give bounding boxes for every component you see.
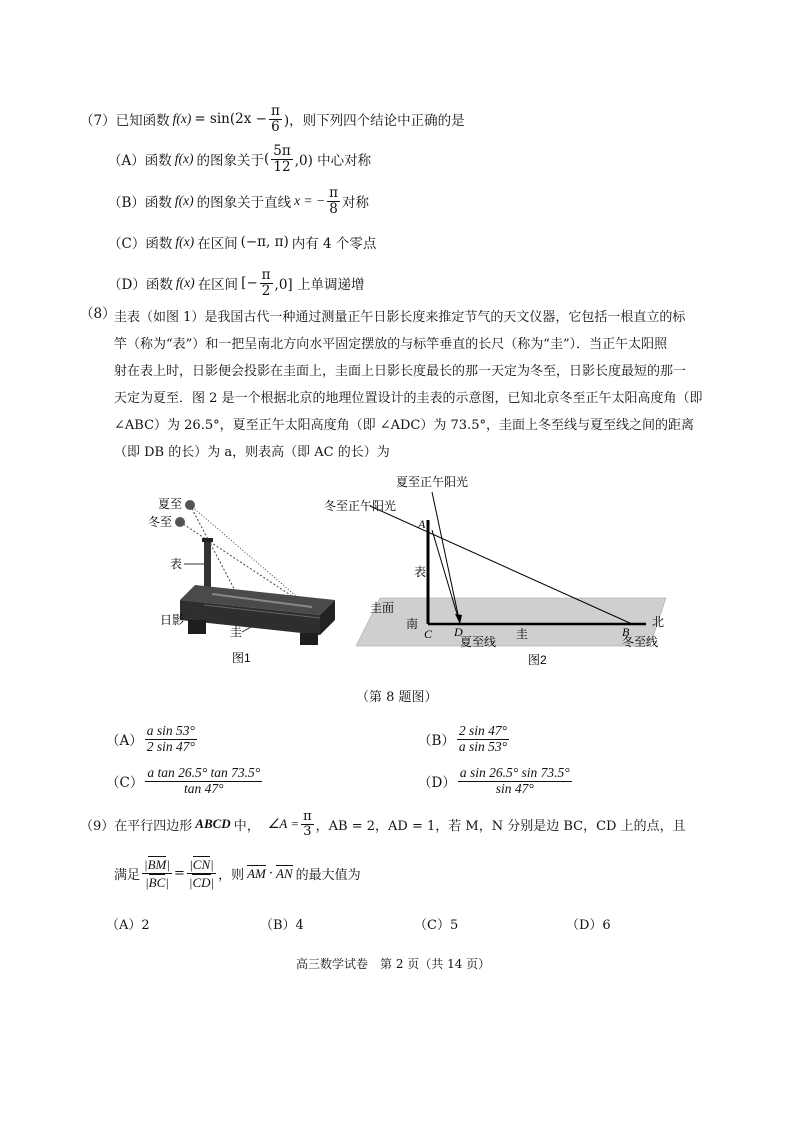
q7-fraction bbox=[269, 104, 282, 133]
q8-option-b-fraction bbox=[457, 724, 509, 753]
fig1-biao-label: 表 bbox=[170, 557, 183, 571]
q8-option-d bbox=[418, 760, 574, 802]
q7-option-d bbox=[108, 264, 364, 302]
q9-text-max: 的最大值为 bbox=[295, 867, 361, 883]
q7-option-c-pre: 函数 bbox=[145, 236, 173, 252]
q7-option-b-mid: 的图象关于直线 bbox=[196, 195, 292, 211]
q9-text-then: ，则 bbox=[218, 867, 245, 883]
q8-option-b-label: （B） bbox=[418, 733, 455, 749]
q8-option-b-den: a sin 53° bbox=[458, 738, 508, 754]
fig1-winter-label: 冬至 bbox=[148, 515, 173, 529]
q7-option-c-label: （C） bbox=[108, 236, 146, 252]
q7-option-a-label: （A） bbox=[108, 153, 145, 169]
q9-text-satisfy: 满足 bbox=[114, 867, 141, 883]
q7-option-a-fraction bbox=[271, 144, 292, 173]
q7-stem-pre: 已知函数 bbox=[115, 113, 170, 129]
q7-option-c-interval: (−π, π) bbox=[240, 234, 289, 250]
q8-option-d-den: sin 47° bbox=[495, 780, 534, 796]
q7-option-a-post: ,0) 中心对称 bbox=[294, 153, 372, 169]
q9-abcd: ABCD bbox=[195, 816, 231, 831]
q7-option-b-pre: 函数 bbox=[144, 195, 172, 211]
q7-option-d-fx: f(x) bbox=[175, 275, 195, 290]
q9-option-a: （A）2 bbox=[106, 918, 150, 933]
q9-option-d: （D）6 bbox=[566, 918, 611, 933]
q8-line: 射在表上时，日影便会投影在圭面上，圭面上日影长度最长的那一天定为冬至，日影长度最短的那一 bbox=[114, 364, 687, 379]
q7-option-b-num: π bbox=[329, 185, 338, 202]
q7-option-a-paren: ( bbox=[263, 151, 270, 167]
q7-option-d-num: π bbox=[261, 267, 271, 284]
q9-ratio-1 bbox=[142, 856, 172, 890]
q9-angle-fraction bbox=[301, 810, 314, 838]
q7-option-d-den: 2 bbox=[261, 282, 271, 299]
q8-option-a-den: 2 sin 47° bbox=[146, 738, 195, 754]
q8-line: 圭表（如图 1）是我国古代一种通过测量正午日影长度来推定节气的天文仪器，它包括一根直立的标 bbox=[114, 310, 686, 325]
q8-figure-caption: （第 8 题图） bbox=[356, 690, 438, 705]
q7-option-b-post: 对称 bbox=[342, 195, 369, 211]
page-footer: 高三数学试卷 第 2 页（共 14 页） bbox=[296, 957, 491, 971]
q9-equals: = bbox=[173, 865, 185, 881]
q8-option-d-label: （D） bbox=[418, 775, 456, 791]
q7-option-c-post: 内有 4 个零点 bbox=[291, 236, 377, 252]
q8-option-a bbox=[106, 718, 199, 760]
fig2-point-a: A bbox=[418, 517, 426, 531]
vector-cn: CN bbox=[192, 857, 211, 873]
q7-option-a bbox=[108, 140, 371, 178]
q8-option-a-fraction bbox=[145, 724, 197, 753]
q7-number: （7） bbox=[80, 113, 116, 129]
q8-number: （8） bbox=[80, 306, 116, 322]
fig2-winter-light: 冬至正午阳光 bbox=[324, 499, 397, 513]
q8-option-c-den: tan 47° bbox=[183, 780, 224, 796]
vector-an: AN bbox=[276, 865, 293, 881]
fig2-biao: 表 bbox=[414, 565, 427, 579]
q8-option-c-num: a tan 26.5° tan 73.5° bbox=[147, 765, 261, 781]
q7-option-b bbox=[108, 182, 369, 220]
q9-number: （9） bbox=[80, 818, 115, 834]
q8-option-a-num: a sin 53° bbox=[146, 723, 195, 739]
fig1-gui-label: 圭 bbox=[230, 625, 243, 639]
q9-ratio-2-den: |CD| bbox=[188, 874, 215, 890]
q8-option-c-label: （C） bbox=[106, 775, 144, 791]
q7-option-a-fx: f(x) bbox=[174, 151, 194, 166]
q8-line: ∠ABC）为 26.5°，夏至正午太阳高度角（即 ∠ADC）为 73.5°，圭面上冬至线与夏至线之间的距离 bbox=[114, 418, 694, 433]
q9-text-b: 中， bbox=[233, 818, 260, 834]
q9-option-c: （C）5 bbox=[414, 918, 459, 933]
q7-option-b-x: x = − bbox=[294, 193, 326, 208]
q9-ratio-2-num: |CN| bbox=[187, 856, 216, 873]
q7-frac-num: π bbox=[270, 103, 280, 120]
q8-option-b-num: 2 sin 47° bbox=[458, 723, 508, 739]
q7-option-a-num: 5π bbox=[273, 143, 291, 160]
q7-option-b-fx: f(x) bbox=[174, 193, 194, 208]
gui-plane bbox=[356, 598, 666, 646]
fig2-winter-line: 冬至线 bbox=[622, 635, 659, 649]
fig2-south: 南 bbox=[406, 617, 419, 631]
q8-figure-1 bbox=[140, 490, 350, 670]
q8-option-c bbox=[106, 760, 264, 802]
q7-option-b-fraction bbox=[327, 186, 340, 215]
q7-option-d-fraction bbox=[260, 268, 273, 297]
q7-option-b-den: 8 bbox=[329, 200, 338, 217]
fig2-plane: 圭面 bbox=[370, 601, 395, 615]
q9-angle-a: ∠A = bbox=[267, 816, 300, 831]
q9-angle-den: 3 bbox=[303, 823, 312, 839]
q9-ratio-1-num: |BM| bbox=[144, 857, 170, 873]
q8-option-d-fraction bbox=[458, 766, 572, 795]
fig2-north: 北 bbox=[652, 615, 665, 629]
vector-bc: BC bbox=[148, 874, 166, 890]
q7-option-d-bracket: [− bbox=[241, 275, 258, 291]
q9-text-a: 在平行四边形 bbox=[114, 818, 193, 834]
q7-option-a-den: 12 bbox=[273, 158, 291, 175]
q7-option-a-pre: 函数 bbox=[144, 153, 172, 169]
q8-line: 天定为夏至．图 2 是一个根据北京的地理位置设计的圭表的示意图，已知北京冬至正午太阳高度角（即 bbox=[114, 391, 703, 406]
q9-line-2 bbox=[114, 850, 361, 896]
q9-ratio-1-den: |BC| bbox=[145, 874, 169, 890]
q7-option-d-mid: 在区间 bbox=[197, 277, 239, 293]
q7-option-d-label: （D） bbox=[108, 277, 146, 293]
fig2-summer-line: 夏至线 bbox=[460, 635, 497, 649]
q7-option-b-label: （B） bbox=[108, 195, 145, 211]
fig2-point-c: C bbox=[424, 627, 433, 641]
q7-option-c-mid: 在区间 bbox=[197, 236, 238, 252]
q8-figure-2 bbox=[320, 470, 680, 670]
q8-option-a-label: （A） bbox=[106, 733, 143, 749]
fig2-point-d: D bbox=[454, 625, 463, 639]
vector-bm: BM bbox=[147, 857, 167, 873]
q8-body bbox=[114, 304, 726, 466]
vector-am: AM bbox=[247, 865, 266, 881]
q8-option-c-fraction bbox=[145, 766, 262, 795]
q9-ratio-2 bbox=[187, 856, 216, 890]
q7-frac-den: 6 bbox=[271, 118, 280, 135]
q9-angle-num: π bbox=[303, 808, 312, 824]
fig1-shadow-label: 日影 bbox=[160, 613, 185, 627]
q9-option-b: （B）4 bbox=[260, 918, 304, 933]
fig2-gui: 圭 bbox=[516, 627, 529, 641]
q7-eq: = sin(2x − bbox=[194, 111, 267, 127]
q7-option-a-mid: 的图象关于 bbox=[196, 153, 264, 169]
vector-cd: CD bbox=[192, 874, 211, 890]
fig2-caption: 图2 bbox=[528, 653, 547, 667]
q7-fx: f(x) bbox=[172, 111, 192, 126]
fig2-point-b: B bbox=[622, 625, 630, 639]
q7-stem bbox=[80, 100, 465, 138]
q7-stem-post: )，则下列四个结论中正确的是 bbox=[283, 113, 465, 129]
q7-option-c-fx: f(x) bbox=[175, 234, 195, 249]
q8-option-d-num: a sin 26.5° sin 73.5° bbox=[459, 765, 570, 781]
q9-text-c: ，AB = 2，AD = 1，若 M，N 分别是边 BC，CD 上的点，且 bbox=[315, 818, 686, 834]
q8-line: 竿（称为“表”）和一把呈南北方向水平固定摆放的与标竿垂直的长尺（称为“圭”）．当正午太阳照 bbox=[114, 337, 668, 352]
q7-option-d-pre: 函数 bbox=[145, 277, 173, 293]
q7-option-d-post: ,0] 上单调递增 bbox=[274, 277, 365, 293]
q9-line-1 bbox=[80, 804, 686, 844]
q9-dot: · bbox=[268, 865, 274, 881]
q7-option-c bbox=[108, 231, 376, 253]
fig1-caption: 图1 bbox=[232, 651, 251, 665]
q8-line: （即 DB 的长）为 a，则表高（即 AC 的长）为 bbox=[114, 445, 390, 460]
fig2-summer-light: 夏至正午阳光 bbox=[396, 475, 469, 489]
fig1-summer-label: 夏至 bbox=[158, 497, 183, 511]
q8-option-b bbox=[418, 718, 511, 760]
